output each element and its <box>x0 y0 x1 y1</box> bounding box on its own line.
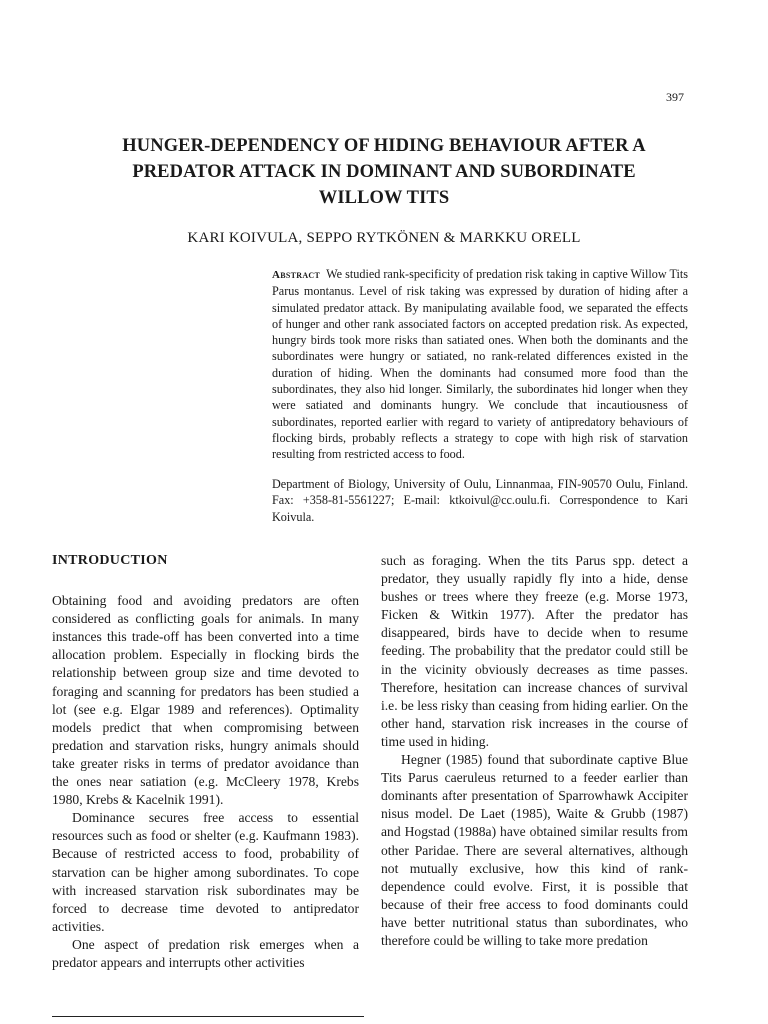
footnote-divider <box>52 1016 364 1017</box>
section-heading: INTRODUCTION <box>52 553 168 568</box>
abstract-text: We studied rank-specificity of predation risk taking in captive Willow Tits Parus montanus. Level of risk taking was expressed by duration of hiding after a simulated predator attack. By manipulating available food, we separated the effects of hunger and other rank associated factors on accepted predation risk. As expected, hungry birds took more risks than satiated ones. When both the dominants and the subordinates were hungry or satiated, no rank-related differences existed in the duration of hiding. When the dominants had consumed more food than the subordinates, they also hid longer. Similarly, the subordinates hid longer when they were satiated and dominants hungry. We conclude that incautiousness of subordinates, reported earlier with regard to variety of antipredatory behaviours of flocking birds, probably reflects a strategy to cope with high risk of starvation resulting from restricted access to food. <box>272 267 688 462</box>
right-column <box>381 552 688 950</box>
affiliation: Department of Biology, University of Oulu, Linnanmaa, FIN-90570 Oulu, Finland. Fax: +358-81-5561227; E-mail: ktkoivul@cc.oulu.fi. Correspondence to Kari Koivula. <box>272 477 688 524</box>
body-paragraph: Dominance secures free access to essential resources such as food or shelter (e.g. Kaufmann 1983). Because of restricted access to food, probability of starvation can be higher among subordinates. To cope with increased starvation risk subordinates may be forced to decrease time devoted to antipredator activities. <box>52 810 359 934</box>
author-list: KARI KOIVULA, SEPPO RYTKÖNEN & MARKKU ORELL <box>187 230 581 246</box>
paper-title <box>60 133 708 211</box>
body-paragraph: One aspect of predation risk emerges when a predator appears and interrupts other activities <box>52 936 359 970</box>
abstract <box>272 266 688 463</box>
abstract-label: Abstract <box>272 269 321 281</box>
title-line: WILLOW TITS <box>318 188 450 208</box>
title-line: PREDATOR ATTACK IN DOMINANT AND SUBORDINATE <box>132 162 636 182</box>
page-number: 397 <box>666 90 684 104</box>
title-line: HUNGER-DEPENDENCY OF HIDING BEHAVIOUR AFTER A <box>122 136 646 156</box>
body-paragraph: Hegner (1985) found that subordinate captive Blue Tits Parus caeruleus returned to a feeder earlier than dominants after presentation of Sparrowhawk Accipiter nisus model. De Laet (1985), Waite & Grubb (1987) and Hogstad (1988a) have obtained similar results from other Paridae. There are several alternatives, although not mutually exclusive, how this kind of rank-dependence could evolve. First, it is possible that because of their free access to food dominants could have better nutritional status than subordinates, who therefore could be willing to take more predation <box>381 752 688 948</box>
body-paragraph: Obtaining food and avoiding predators are often considered as conflicting goals for animals. In many instances this trade-off has been converted into a time allocation problem. Especially in flocking birds the relationship between group size and time devoted to foraging and scanning for predators has been studied a lot (see e.g. Elgar 1989 and references). Optimality models predict that when compromising between predation and starvation risks, hungry animals should take greater risks in terms of predator avoidance than the ones near satiation (e.g. McCleery 1978, Krebs 1980, Krebs & Kacelnik 1991). <box>52 593 359 808</box>
body-paragraph: such as foraging. When the tits Parus spp. detect a predator, they usually rapidly fly into a hide, dense bushes or trees where they freeze (e.g. Morse 1973, Ficken & Witkin 1977). After the predator has disappeared, birds have to decide when to resume feeding. The probability that the predator could still be in the vicinity obviously decreases as time passes. Therefore, hesitation can increase chances of survival i.e. be less risky than ceasing from hiding earlier. On the other hand, starvation risk increases in the course of time used in hiding. <box>381 553 688 749</box>
left-column <box>52 552 359 972</box>
